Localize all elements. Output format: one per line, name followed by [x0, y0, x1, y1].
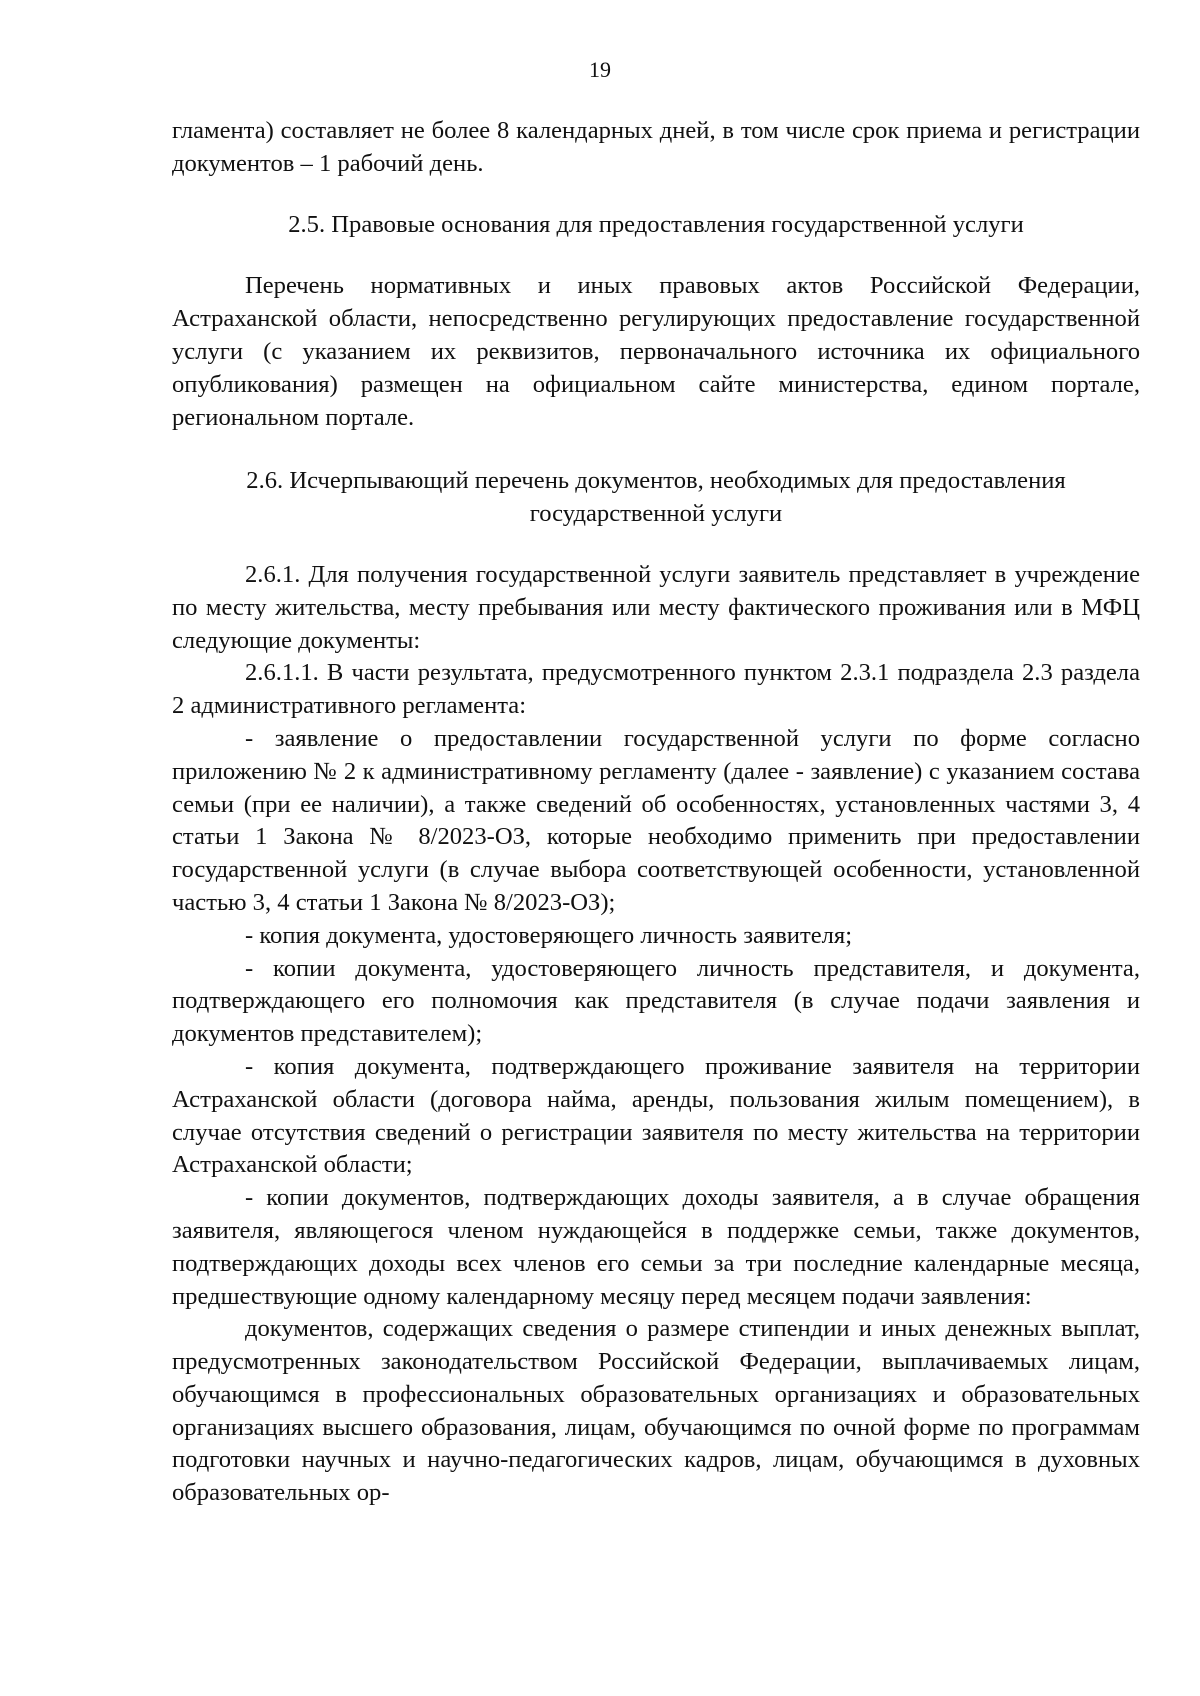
list-item-application: - заявление о предоставлении государственной услуги по форме согласно приложению № 2 к административному регламенту (далее - заявление) с указанием состава семьи (при ее наличии), а также сведений об особенностях, установленных частями 3, 4 статьи 1 Закона № 8/2023-ОЗ, которые необходимо применить при предоставлении государственной услуги (в случае выбора соответствующей особенности, установленной частью 3, 4 статьи 1 Закона № 8/2023-ОЗ); [172, 724, 1140, 916]
paragraph-legal-basis: Перечень нормативных и иных правовых актов Российской Федерации, Астраханской области, непосредственно регулирующих предоставление государственной услуги (с указанием их реквизитов, первоначального источника их официального опубликования) размещен на официальном сайте министерства, едином портале, региональном портале. [172, 272, 1140, 431]
page-number: 19 [589, 57, 611, 82]
list-item-income-copies: - копии документов, подтверждающих доходы заявителя, а в случае обращения заявителя, являющегося членом нуждающейся в поддержке семьи, также документов, подтверждающих доходы всех членов его семьи за три последние календарные месяца, предшествующие одному календарному месяцу перед месяцем подачи заявления: [172, 1184, 1140, 1310]
section-heading-2-6: 2.6. Исчерпывающий перечень документов, необходимых для предоставления государственной услуги [246, 467, 1066, 528]
list-item-representative-copy: - копии документа, удостоверяющего личность представителя, и документа, подтверждающего его полномочия как представителя (в случае подачи заявления и документов представителем); [172, 954, 1140, 1048]
document-body [172, 115, 1140, 1510]
paragraph-2-6-1: 2.6.1. Для получения государственной услуги заявитель представляет в учреждение по месту жительства, месту пребывания или месту фактического проживания или в МФЦ следующие документы: [172, 560, 1140, 654]
continued-paragraph: гламента) составляет не более 8 календарных дней, в том числе срок приема и регистрации документов – 1 рабочий день. [172, 117, 1140, 177]
section-heading-2-5: 2.5. Правовые основания для предоставления государственной услуги [288, 210, 1024, 238]
list-item-residence-copy: - копия документа, подтверждающего проживание заявителя на территории Астраханской области (договора найма, аренды, пользования жилым помещением), в случае отсутствия сведений о регистрации заявителя по месту жительства на территории Астраханской области; [172, 1052, 1140, 1179]
list-item-identity-copy: - копия документа, удостоверяющего личность заявителя; [245, 921, 853, 949]
list-item-stipend-documents: документов, содержащих сведения о размере стипендии и иных денежных выплат, предусмотренных законодательством Российской Федерации, выплачиваемых лицам, обучающимся в профессиональных образовательных организациях и образовательных организациях высшего образования, лицам, обучающимся по очной форме по программам подготовки научных и научно-педагогических кадров, лицам, обучающимся в духовных образовательных ор- [172, 1315, 1140, 1507]
paragraph-2-6-1-1: 2.6.1.1. В части результата, предусмотренного пунктом 2.3.1 подраздела 2.3 раздела 2 административного регламента: [172, 659, 1140, 720]
